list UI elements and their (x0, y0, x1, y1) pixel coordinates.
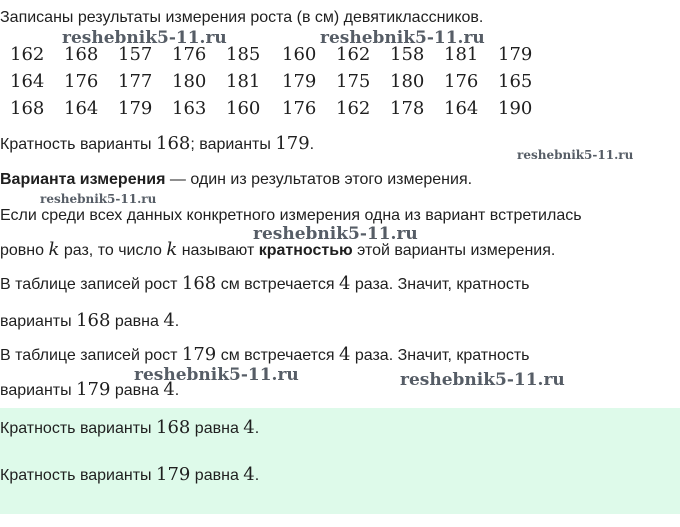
table-cell: 168 (10, 98, 45, 119)
watermark: reshebnik5-11.ru (134, 365, 299, 385)
table-cell: 168 (64, 44, 99, 65)
table-cell: 179 (498, 44, 533, 65)
table-cell: 164 (64, 98, 99, 119)
watermark: reshebnik5-11.ru (253, 224, 418, 244)
table-cell: 176 (282, 98, 317, 119)
table-cell: 160 (282, 44, 317, 65)
table-cell: 178 (390, 98, 425, 119)
table-cell: 175 (336, 71, 371, 92)
table-cell: 185 (226, 44, 261, 65)
table-cell: 164 (444, 98, 479, 119)
watermark: reshebnik5-11.ru (320, 28, 485, 48)
table-cell: 165 (498, 71, 533, 92)
task-text: Кратность варианты 168; варианты 179. (0, 133, 315, 154)
watermark: reshebnik5-11.ru (400, 370, 565, 390)
definition-multiplicity-line2: ровно k раз, то число k называют кратностью этой варианты измерения. (0, 239, 556, 260)
table-cell: 180 (390, 71, 425, 92)
table-cell: 157 (118, 44, 153, 65)
definition-variant: Варианта измерения — один из результатов этого измерения. (0, 171, 473, 188)
table-cell: 158 (390, 44, 425, 65)
table-cell: 179 (282, 71, 317, 92)
term-variant: Варианта измерения (0, 171, 166, 188)
table-cell: 162 (336, 98, 371, 119)
solution-179-line2: варианты 179 равна 4. (0, 379, 180, 400)
watermark: reshebnik5-11.ru (517, 148, 634, 162)
answer-179: Кратность варианты 179 равна 4. (0, 464, 260, 485)
watermark: reshebnik5-11.ru (62, 28, 227, 48)
table-cell: 163 (172, 98, 207, 119)
table-cell: 181 (444, 44, 479, 65)
table-cell: 176 (444, 71, 479, 92)
table-cell: 180 (172, 71, 207, 92)
table-cell: 164 (10, 71, 45, 92)
definition-multiplicity-line1: Если среди всех данных конкретного измерения одна из вариант встретилась (0, 207, 582, 224)
table-cell: 179 (118, 98, 153, 119)
table-cell: 176 (64, 71, 99, 92)
term-multiplicity: кратностью (258, 242, 353, 259)
intro-text: Записаны результаты измерения роста (в см) девятиклассников. (0, 9, 484, 26)
table-cell: 160 (226, 98, 261, 119)
watermark: reshebnik5-11.ru (40, 192, 157, 206)
table-cell: 176 (172, 44, 207, 65)
solution-168-line1: В таблице записей рост 168 см встречается 4 раза. Значит, кратность (0, 273, 530, 294)
answer-168: Кратность варианты 168 равна 4. (0, 417, 260, 438)
table-cell: 162 (10, 44, 45, 65)
solution-168-line2: варианты 168 равна 4. (0, 310, 180, 331)
table-cell: 177 (118, 71, 153, 92)
table-cell: 190 (498, 98, 533, 119)
table-cell: 181 (226, 71, 261, 92)
solution-179-line1: В таблице записей рост 179 см встречается 4 раза. Значит, кратность (0, 344, 530, 365)
table-cell: 162 (336, 44, 371, 65)
